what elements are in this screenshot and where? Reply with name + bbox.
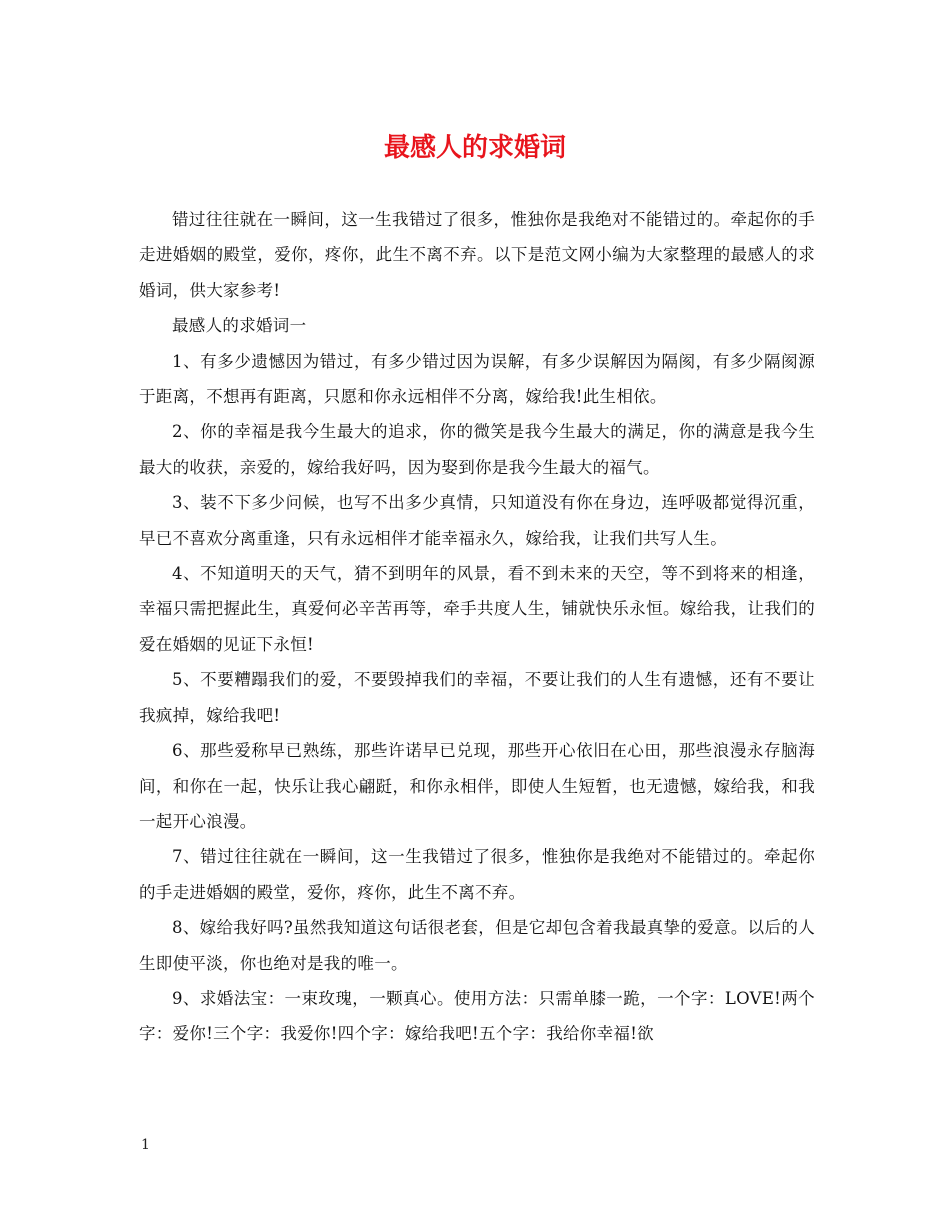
page-number: 1 [141,1137,150,1153]
intro-paragraph: 错过往往就在一瞬间，这一生我错过了很多，惟独你是我绝对不能错过的。牵起你的手走进婚姻的殿堂，爱你，疼你，此生不离不弃。以下是范文网小编为大家整理的最感人的求婚词，供大家参考! [139,210,815,300]
document-title: 最感人的求婚词 [383,133,566,163]
section-heading: 最感人的求婚词一 [172,316,307,336]
proposal-item-6: 6、那些爱称早已熟练，那些许诺早已兑现，那些开心依旧在心田，那些浪漫永存脑海间，和你在一起，快乐让我心翩跹，和你永相伴，即使人生短暂，也无遗憾，嫁给我，和我一起开心浪漫。 [139,741,815,831]
proposal-item-1: 1、有多少遗憾因为错过，有多少错过因为误解，有多少误解因为隔阂，有多少隔阂源于距离，不想再有距离，只愿和你永远相伴不分离，嫁给我!此生相依。 [139,351,815,407]
proposal-item-7: 7、错过往往就在一瞬间，这一生我错过了很多，惟独你是我绝对不能错过的。牵起你的手走进婚姻的殿堂，爱你，疼你，此生不离不弃。 [139,847,815,902]
proposal-item-8: 8、嫁给我好吗?虽然我知道这句话很老套，但是它却包含着我最真挚的爱意。以后的人生即使平淡，你也绝对是我的唯一。 [139,918,815,973]
document-body [139,202,815,1052]
proposal-item-9: 9、求婚法宝：一束玫瑰，一颗真心。使用方法：只需单膝一跪，一个字：LOVE!两个字：爱你!三个字：我爱你!四个字：嫁给我吧!五个字：我给你幸福!欲 [139,988,815,1044]
proposal-item-2: 2、你的幸福是我今生最大的追求，你的微笑是我今生最大的满足，你的满意是我今生最大的收获，亲爱的，嫁给我好吗，因为娶到你是我今生最大的福气。 [139,422,815,477]
proposal-item-4: 4、不知道明天的天气，猜不到明年的风景，看不到未来的天空，等不到将来的相逢，幸福只需把握此生，真爱何必辛苦再等，牵手共度人生，铺就快乐永恒。嫁给我，让我们的爱在婚姻的见证下永恒! [139,564,815,654]
proposal-item-3: 3、装不下多少问候，也写不出多少真情，只知道没有你在身边，连呼吸都觉得沉重，早已不喜欢分离重逢，只有永远相伴才能幸福永久，嫁给我，让我们共写人生。 [139,493,815,548]
proposal-item-5: 5、不要糟蹋我们的爱，不要毁掉我们的幸福，不要让我们的人生有遗憾，还有不要让我疯掉，嫁给我吧! [139,670,815,725]
